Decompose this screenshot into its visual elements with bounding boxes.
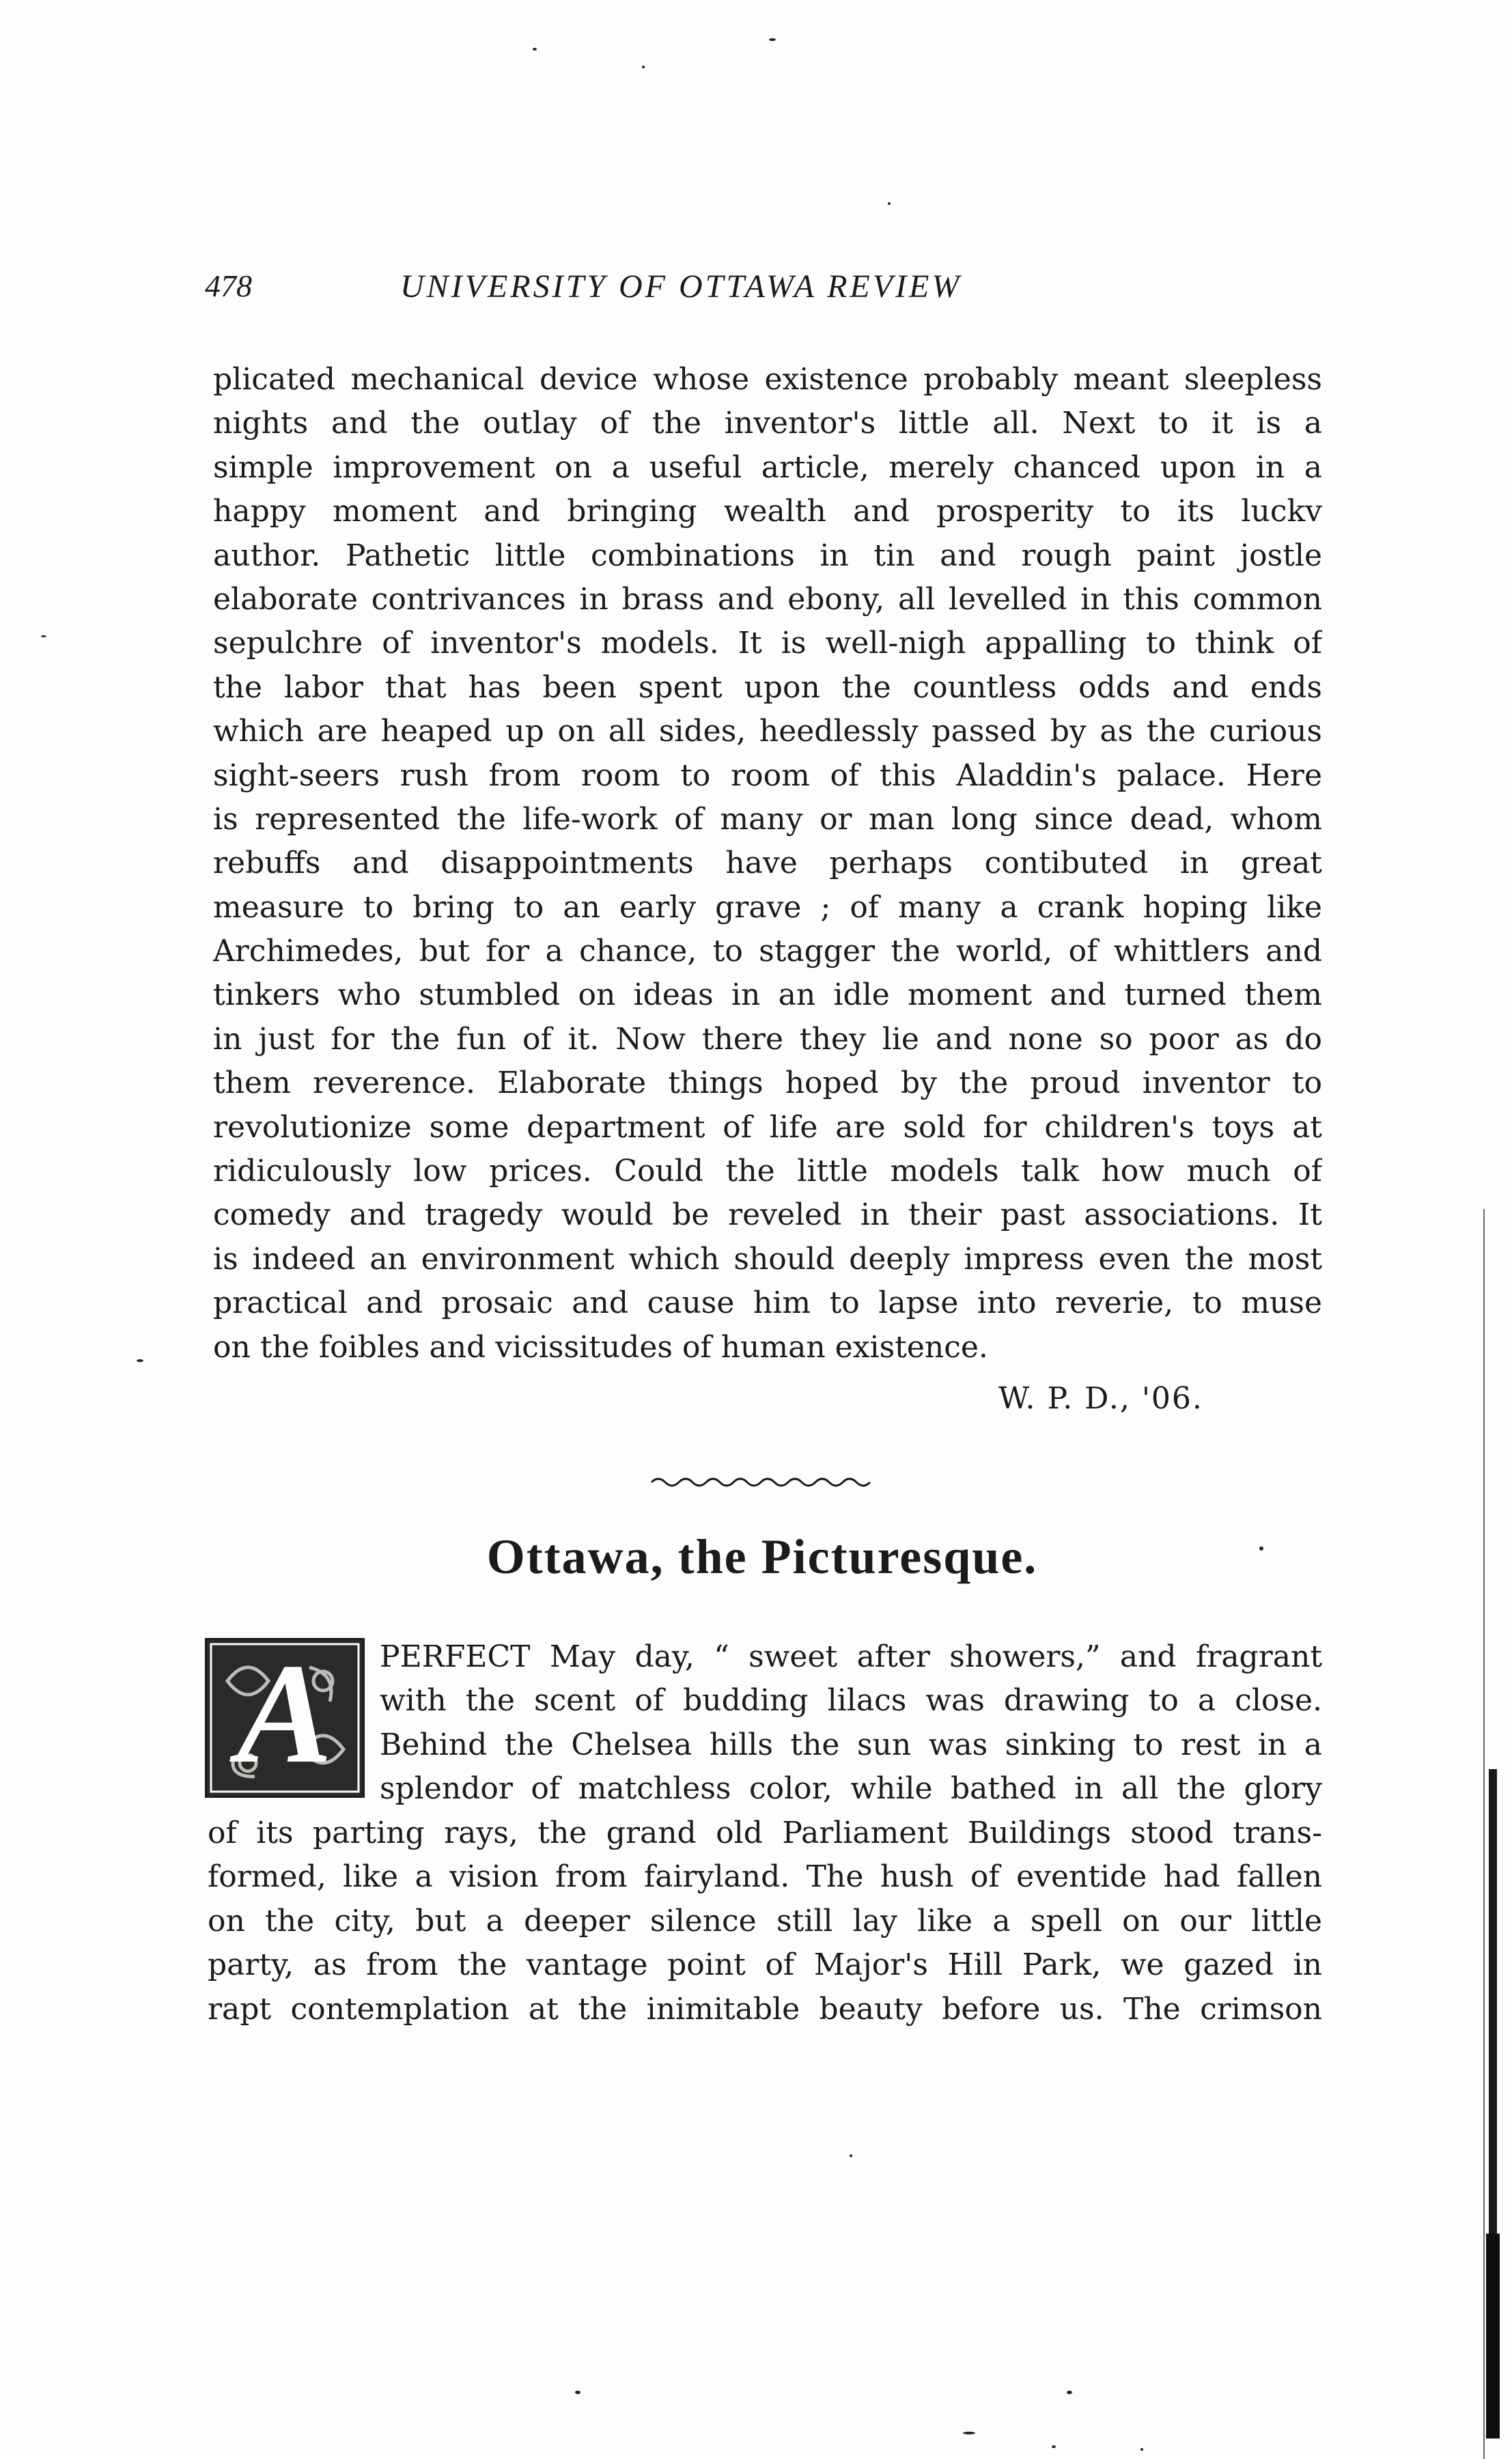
text-line: in just for the fun of it. Now there they lie and none so poor as do — [213, 1021, 1322, 1057]
text-line: of its parting rays, the grand old Parliament Buildings stood trans- — [208, 1816, 1322, 1850]
text-line: on the foibles and vicissitudes of human existence. — [213, 1329, 988, 1365]
page-number: 478 — [205, 268, 252, 303]
text-line: revolutionize some department of life are sold for children's toys at — [213, 1109, 1322, 1145]
text-line: rapt contemplation at the inimitable beauty before us. The crimson — [208, 1991, 1322, 2027]
text-line: them reverence. Elaborate things hoped by the proud inventor to — [213, 1066, 1322, 1101]
scan-speck — [1259, 1546, 1263, 1551]
text-line: is represented the life-work of many or man long since dead, whom — [213, 801, 1322, 837]
scan-speck — [575, 2391, 580, 2394]
ottawa-paragraph-opening — [380, 1635, 1322, 1811]
text-line: comedy and tragedy would be reveled in their past associations. It — [213, 1197, 1322, 1233]
text-line: sepulchre of inventor's models. It is well-nigh appalling to think of — [213, 626, 1322, 661]
drop-cap-letter: A — [236, 1635, 333, 1793]
page-header — [205, 268, 1209, 316]
section-title: Ottawa, the Picturesque. — [486, 1529, 1038, 1584]
text-line: nights and the outlay of the inventor's little all. Next to it is a — [213, 406, 1322, 441]
text-line: measure to bring to an early grave ; of many a crank hoping like — [213, 889, 1322, 925]
text-line: elaborate contrivances in brass and ebony, all levelled in this common — [213, 581, 1322, 617]
scan-speck — [41, 635, 46, 637]
ottawa-paragraph-continued — [208, 1811, 1322, 2031]
text-line: Behind the Chelsea hills the sun was sinking to rest in a — [380, 1727, 1322, 1762]
text-line: tinkers who stumbled on ideas in an idle moment and turned them — [213, 977, 1322, 1013]
scan-speck — [888, 202, 891, 205]
scan-edge-artifact — [1474, 1209, 1501, 2459]
scan-speck — [533, 48, 537, 51]
text-line: plicated mechanical device whose existence probably meant sleepless — [213, 362, 1322, 397]
text-line: rebuffs and disappointments have perhaps contibuted in great — [213, 846, 1322, 881]
scan-speck — [1140, 2448, 1143, 2451]
scan-speck — [1052, 2445, 1056, 2448]
text-line: party, as from the vantage point of Major's Hill Park, we gazed in — [208, 1947, 1322, 1983]
text-line: happy moment and bringing wealth and prosperity to its luckv — [213, 494, 1322, 529]
running-title: UNIVERSITY OF OTTAWA REVIEW — [400, 268, 962, 305]
text-line: is indeed an environment which should deeply impress even the most — [213, 1241, 1322, 1277]
text-line: which are heaped up on all sides, heedlessly passed by as the curious — [213, 714, 1322, 749]
text-line: practical and prosaic and cause him to lapse into reverie, to muse — [213, 1286, 1322, 1321]
ornamental-rule — [649, 1473, 874, 1489]
text-line: splendor of matchless color, while bathed in all the glory — [380, 1771, 1322, 1807]
scan-speck — [137, 1359, 143, 1362]
text-line: the labor that has been spent upon the countless odds and ends — [213, 669, 1322, 705]
scan-speck — [769, 38, 776, 41]
text-line: ridiculously low prices. Could the little models talk how much of — [213, 1154, 1322, 1189]
text-line: formed, like a vision from fairyland. The hush of eventide had fallen — [208, 1859, 1322, 1895]
text-line: sight-seers rush from room to room of this Aladdin's palace. Here — [213, 758, 1322, 793]
scan-speck — [850, 2154, 852, 2157]
text-line: on the city, but a deeper silence still lay like a spell on our little — [208, 1903, 1322, 1939]
text-line: simple improvement on a useful article, merely chanced upon in a — [213, 449, 1322, 485]
scan-speck — [963, 2432, 975, 2434]
decorated-initial — [205, 1635, 365, 1798]
scan-speck — [1067, 2391, 1072, 2394]
essay-text — [213, 358, 1322, 1370]
essay-signature: W. P. D., '06. — [998, 1381, 1203, 1416]
text-line: with the scent of budding lilacs was drawing to a close. — [380, 1683, 1322, 1719]
text-line: Archimedes, but for a chance, to stagger the world, of whittlers and — [213, 934, 1322, 969]
scan-speck — [642, 66, 645, 68]
text-line: PERFECT May day, “ sweet after showers,” and fragrant — [380, 1639, 1322, 1674]
text-line: author. Pathetic little combinations in tin and rough paint jostle — [213, 538, 1322, 573]
